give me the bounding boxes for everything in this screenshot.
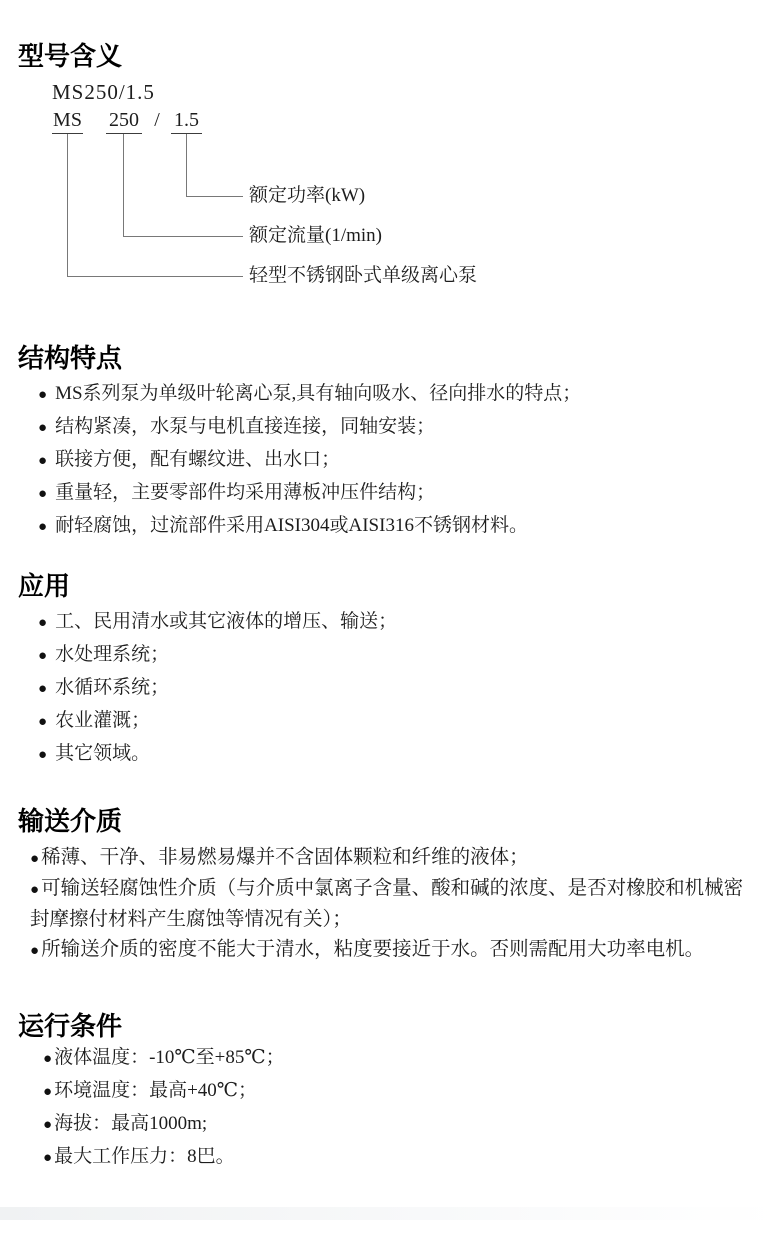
bullet-icon: ● [38,615,48,631]
list-item-text: 重量轻，主要零部件均采用薄板冲压件结构； [55,482,436,503]
list-item-text: 耐轻腐蚀，过流部件采用AISI304或AISI316不锈钢材料。 [55,515,528,536]
list-item [38,738,762,771]
bullet-icon: ● [38,420,48,436]
section-heading-structure: 结构特点 [18,343,123,373]
bullet-icon: ● [38,648,48,664]
list-item [38,606,762,639]
label-series-name: 轻型不锈钢卧式单级离心泵 [249,265,478,286]
list-item-text: 可输送轻腐蚀性介质（与介质中氯离子含量、酸和碱的浓度、是否对橡胶和机械密封摩擦付材料产生腐蚀等情况有关）； [30,878,744,930]
bullet-icon: ● [38,681,48,697]
list-item [38,411,762,444]
list-item-text: 所输送介质的密度不能大于清水，粘度要接近于水。否则需配用大功率电机。 [41,939,705,960]
list-item [38,639,762,672]
list-item-text: 其它领域。 [55,743,151,764]
list-item-text: 海拔：最高1000m; [54,1113,208,1134]
list-item [43,1141,762,1174]
section-transport-media [18,805,762,966]
section-applications [18,570,762,771]
list-item [38,705,762,738]
bullet-icon: ● [43,1051,53,1067]
list-item [43,1075,762,1108]
section-heading-media: 输送介质 [18,806,123,836]
bullet-icon: ● [38,714,48,730]
bullet-icon: ● [38,747,48,763]
section-operating-conditions [18,1010,762,1174]
connector-vline-flow [123,134,124,237]
list-item [30,935,758,966]
connector-hline-power [186,196,243,197]
list-item [30,874,758,935]
list-item [38,444,762,477]
list-item [38,378,762,411]
bullet-icon: ● [38,486,48,502]
list-item [38,477,762,510]
bullet-icon: ● [30,851,40,867]
application-list [18,606,762,771]
list-item-text: 环境温度：最高+40℃； [54,1080,258,1101]
list-item-text: MS系列泵为单级叶轮离心泵,具有轴向吸水、径向排水的特点； [55,383,582,404]
operating-condition-list [18,1042,762,1174]
list-item [43,1108,762,1141]
section-structure-features [18,342,762,543]
list-item-text: 水处理系统； [55,644,170,665]
list-item [30,843,758,874]
code-separator: / [154,109,160,131]
list-item-text: 最大工作压力：8巴。 [54,1146,235,1167]
bullet-icon: ● [38,453,48,469]
list-item-text: 联接方便，配有螺纹进、出水口； [55,449,341,470]
bullet-icon: ● [43,1150,53,1166]
connector-vline-power [186,134,187,196]
code-flow: 250 [106,107,142,134]
media-list [18,843,762,966]
model-number: MS250/1.5 [52,80,155,104]
list-item-text: 工、民用清水或其它液体的增压、输送； [55,611,398,632]
bullet-icon: ● [30,882,40,898]
list-item-text: 稀薄、干净、非易燃易爆并不含固体颗粒和纤维的液体； [41,847,529,868]
code-prefix: MS [52,107,83,134]
connector-hline-series [67,276,243,277]
list-item-text: 农业灌溉； [55,710,151,731]
bullet-icon: ● [30,943,40,959]
label-rated-flow: 额定流量(1/min) [249,225,382,246]
list-item [43,1042,762,1075]
connector-vline-series [67,134,68,276]
section-heading-operating: 运行条件 [18,1011,123,1041]
list-item [38,672,762,705]
code-power: 1.5 [171,107,202,134]
list-item-text: 水循环系统； [55,677,170,698]
section-heading-model: 型号含义 [18,41,123,71]
label-rated-power: 额定功率(kW) [249,185,366,206]
list-item-text: 液体温度：-10℃至+85℃； [54,1047,285,1068]
bullet-icon: ● [43,1084,53,1100]
bullet-icon: ● [38,519,48,535]
page-bottom-shading [0,1207,780,1220]
connector-hline-flow [123,236,243,237]
structure-feature-list [18,378,762,543]
bullet-icon: ● [38,387,48,403]
list-item [38,510,762,543]
bullet-icon: ● [43,1117,53,1133]
list-item-text: 结构紧凑，水泵与电机直接连接，同轴安装； [55,416,436,437]
section-heading-applications: 应用 [18,571,71,601]
